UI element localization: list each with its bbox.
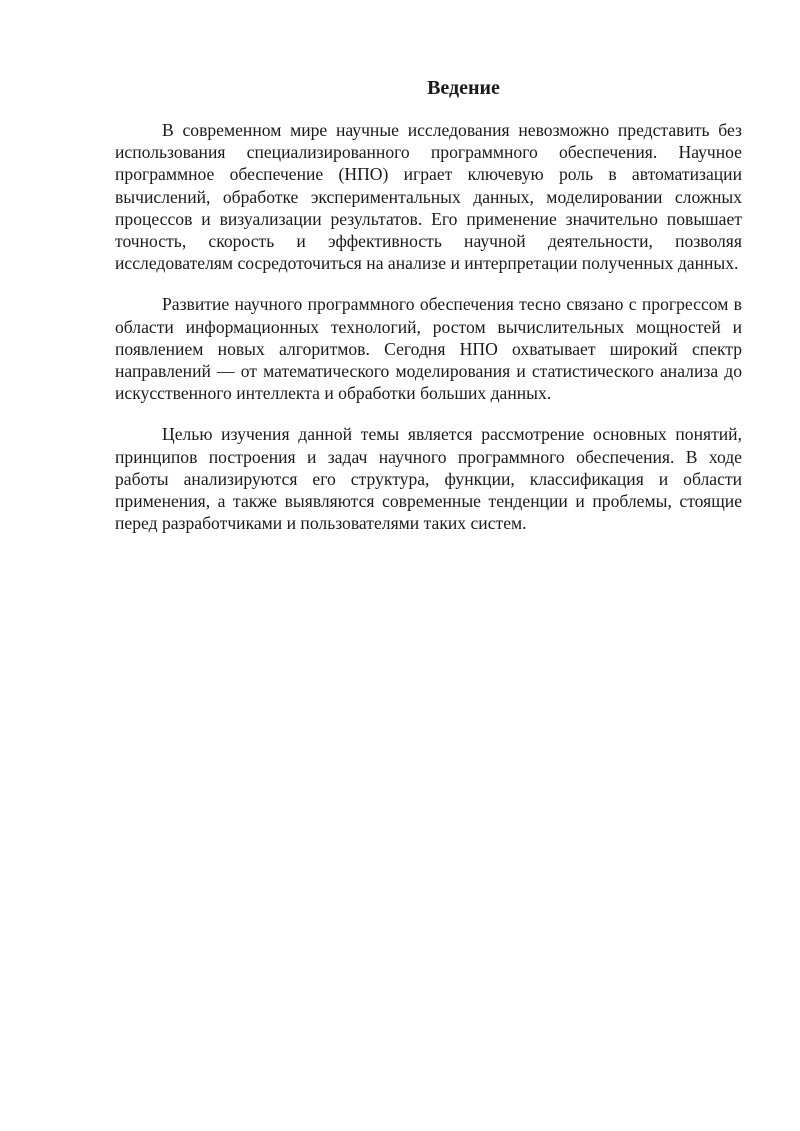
paragraph-3: Целью изучения данной темы является рассмотрение основных понятий, принципов построения и задач научного программного обеспечения. В ходе работы анализируются его структура, функции, классификация и области применения, а также выявляются современные тенденции и проблемы, стоящие перед разработчиками и пользователями таких систем.: [115, 424, 742, 534]
page-title: Ведение: [427, 77, 500, 99]
paragraph-1: В современном мире научные исследования невозможно представить без использования специализированного программного обеспечения. Научное программное обеспечение (НПО) играет ключевую роль в автоматизации вычислений, обработке экспериментальных данных, моделировании сложных процессов и визуализации результатов. Его применение значительно повышает точность, скорость и эффективность научной деятельности, позволяя исследователям сосредоточиться на анализе и интерпретации полученных данных.: [115, 120, 742, 274]
paragraph-2: Развитие научного программного обеспечения тесно связано с прогрессом в области информационных технологий, ростом вычислительных мощностей и появлением новых алгоритмов. Сегодня НПО охватывает широкий спектр направлений — от математического моделирования и статистического анализа до искусственного интеллекта и обработки больших данных.: [115, 294, 742, 404]
document-body: [115, 76, 742, 553]
